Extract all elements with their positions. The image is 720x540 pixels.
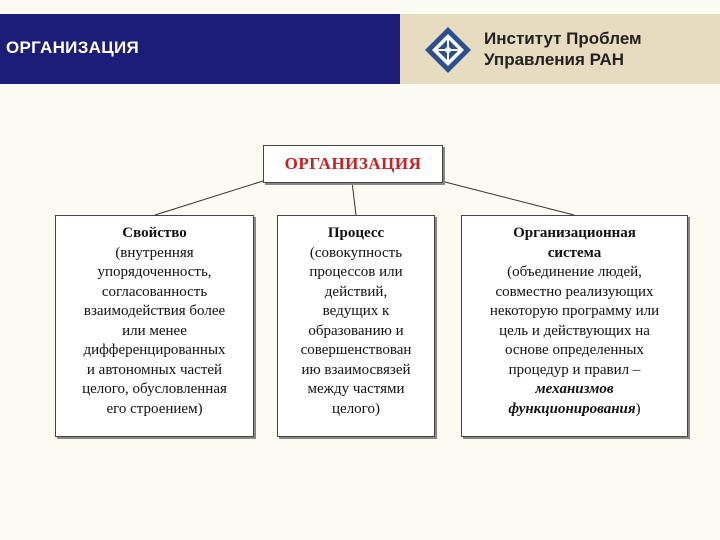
node-line: дифференцированных xyxy=(83,342,226,358)
node-organizational-system xyxy=(461,215,688,437)
connector-center xyxy=(352,182,356,215)
node-line: или менее xyxy=(122,322,187,339)
node-line: (объединение людей, xyxy=(507,264,642,280)
node-line: и автономных частей xyxy=(86,361,223,378)
node-line: его строением) xyxy=(106,400,203,417)
node-line: совместно реализующих xyxy=(495,283,654,300)
connector-left xyxy=(155,181,263,215)
node-process xyxy=(277,215,435,437)
node-line: некоторую программу или xyxy=(489,303,660,319)
connector-right xyxy=(441,181,574,215)
node-line: цель и действующих на xyxy=(499,322,650,339)
node-line: основе определенных xyxy=(504,342,644,358)
node-line: упорядоченность, xyxy=(97,264,212,280)
node-line: (внутренняя xyxy=(115,244,194,261)
node-line: согласованность xyxy=(101,283,208,300)
institute-line-2: Управления РАН xyxy=(484,50,625,69)
node-line: ию взаимосвязей xyxy=(301,361,411,378)
node-line: процедур и правил – xyxy=(508,361,641,378)
node-line: целого, обусловленная xyxy=(82,381,227,397)
node-property xyxy=(55,215,254,437)
node-line: (совокупность xyxy=(309,244,403,261)
node-line-emphasis: функционирования xyxy=(508,400,636,417)
node-line: ведущих к xyxy=(322,303,390,319)
node-line: целого) xyxy=(332,400,380,417)
node-line-last xyxy=(462,400,687,420)
node-title: система xyxy=(547,244,602,261)
node-line-emphasis: механизмов xyxy=(535,381,614,397)
node-line: действий, xyxy=(324,283,388,300)
node-line: процессов или xyxy=(309,264,403,280)
node-title: Свойство xyxy=(122,225,187,241)
node-title: Процесс xyxy=(327,225,385,241)
page-title: ОРГАНИЗАЦИЯ xyxy=(6,38,139,57)
node-line: между частями xyxy=(307,381,405,397)
node-line: совершенствован xyxy=(300,342,412,358)
closing-paren: ) xyxy=(635,400,641,417)
node-line: образованию и xyxy=(308,322,404,339)
node-line: взаимодействия более xyxy=(83,303,226,319)
institute-line-1: Институт Проблем xyxy=(484,29,642,48)
node-title: Организационная xyxy=(513,225,636,241)
root-node: ОРГАНИЗАЦИЯ xyxy=(263,145,443,183)
